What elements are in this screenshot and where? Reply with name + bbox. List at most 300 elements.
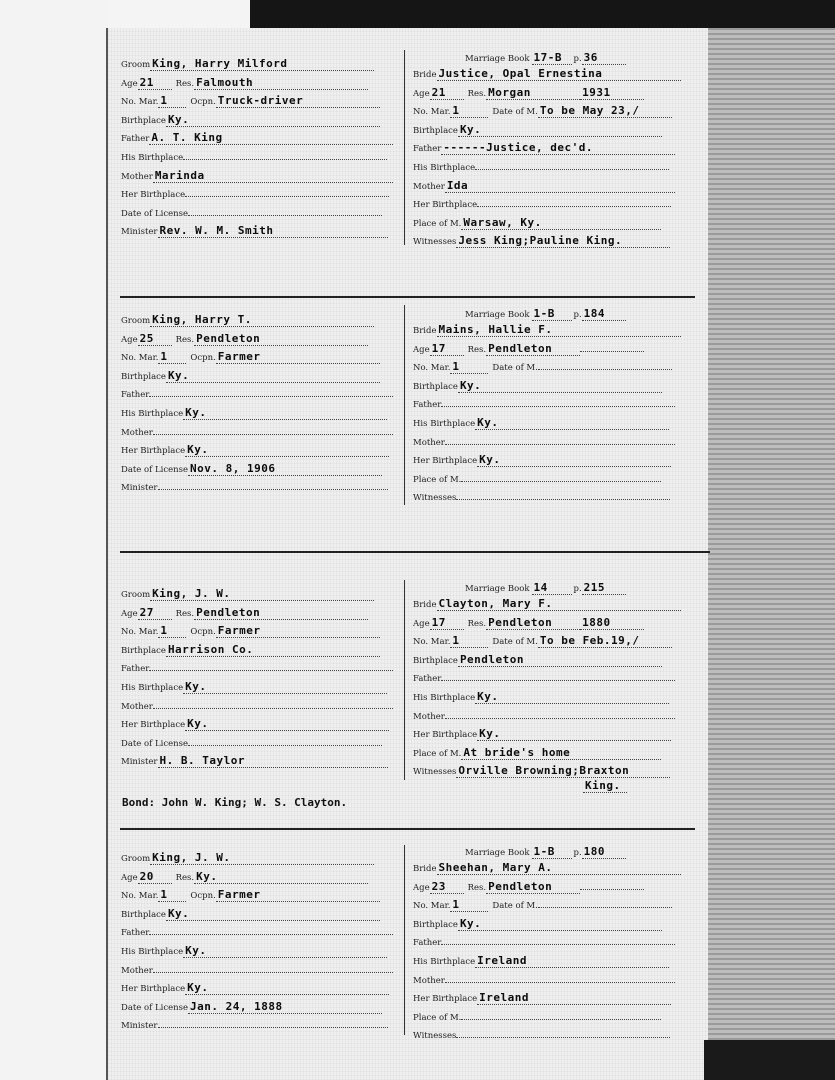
scan-bottom-bar — [704, 1040, 835, 1080]
groom-field-row — [121, 327, 368, 343]
groom-mother-value — [153, 972, 393, 973]
witnesses-label: Witnesses — [413, 493, 457, 504]
bride-her-birthplace-value: Ky. — [477, 453, 671, 467]
column-separator — [404, 50, 405, 245]
no-mar-label: No. Mar. — [413, 901, 451, 912]
ocpn-label: Ocpn. — [190, 891, 216, 902]
bride-father-value: ------Justice, dec'd. — [441, 141, 675, 155]
groom-field-row — [121, 308, 374, 324]
groom-birthplace-value: Harrison Co. — [166, 643, 380, 657]
bride-field-row — [413, 986, 671, 1005]
scan-right-edge — [708, 28, 835, 1080]
groom-field-row — [121, 219, 388, 238]
mother-label: Mother — [413, 711, 445, 722]
his-birthplace-label: His Birthplace — [413, 419, 476, 429]
groom-res-value: Falmouth — [194, 76, 368, 90]
record-divider — [120, 551, 710, 553]
bride-field-row — [413, 759, 670, 778]
age-label: Age — [413, 882, 430, 893]
his-birthplace-label: His Birthplace — [413, 163, 476, 173]
bride-mother-value — [445, 444, 675, 445]
bride-field-row — [413, 174, 675, 190]
bride-field-row — [413, 666, 675, 685]
bride-field-row — [413, 930, 675, 949]
marriage-book-row — [465, 302, 626, 318]
bride-field-row — [413, 392, 675, 411]
groom-field-row — [121, 108, 380, 124]
minister-label: Minister — [121, 483, 158, 494]
her-birthplace-label: Her Birthplace — [413, 200, 478, 211]
groom-field-row — [121, 694, 393, 710]
bride-field-row — [413, 1023, 670, 1042]
res-label: Res. — [467, 882, 487, 893]
no-mar-label: No. Mar. — [121, 353, 159, 364]
minister-label: Minister — [121, 227, 158, 238]
groom-age-value: 25 — [138, 332, 172, 346]
his-birthplace-label: His Birthplace — [121, 683, 184, 693]
marriage-book-row — [465, 576, 626, 592]
bride-witnesses-value: Orville Browning;Braxton — [456, 764, 670, 778]
age-label: Age — [413, 344, 430, 355]
bride-witnesses-value — [456, 499, 670, 500]
bride-no-mar-value: 1 — [450, 360, 488, 374]
bride-bride-value: Justice, Opal Ernestina — [437, 67, 681, 81]
father-label: Father — [413, 400, 442, 411]
bride-mother-value — [445, 718, 675, 719]
her-birthplace-label: Her Birthplace — [413, 456, 478, 467]
bride-field-row — [413, 629, 672, 648]
groom-field-row — [121, 958, 393, 974]
bride-date-of-m-value — [538, 369, 672, 370]
bride-field-row — [413, 685, 669, 701]
groom-field-row — [121, 846, 374, 862]
bride-date-of-m-value — [538, 907, 672, 908]
ocpn-label: Ocpn. — [190, 353, 216, 364]
groom-her-birthplace-value — [185, 196, 389, 197]
groom-no-mar-value: 1 — [158, 350, 186, 364]
bride-page-value: 36 — [582, 51, 626, 65]
groom-field-row — [121, 675, 387, 691]
groom-her-birthplace-value: Ky. — [185, 443, 389, 457]
bride-place-of-m-value — [461, 1019, 661, 1020]
groom-field-row — [121, 601, 368, 617]
groom-groom-value: King, Harry Milford — [150, 57, 374, 71]
birthplace-label: Birthplace — [413, 381, 458, 392]
groom-field-row — [121, 89, 380, 108]
groom-field-row — [121, 401, 387, 417]
ocpn-label: Ocpn. — [190, 97, 216, 108]
groom-field-row — [121, 619, 380, 638]
bride-birthplace-value: Pendleton — [458, 653, 662, 667]
groom-label: Groom — [121, 854, 151, 864]
place-of-m-label: Place of M. — [413, 218, 462, 229]
groom-age-value: 21 — [138, 76, 172, 90]
bride-field-row — [413, 704, 675, 720]
bride-no-mar-value: 1 — [450, 104, 488, 118]
res-label: Res. — [175, 872, 195, 883]
no-mar-label: No. Mar. — [413, 363, 451, 374]
bride-place-of-m-value: Warsaw, Ky. — [461, 216, 661, 230]
his-birthplace-label: His Birthplace — [121, 153, 184, 163]
bride-bride-value: Mains, Hallie F. — [437, 323, 681, 337]
mother-label: Mother — [413, 975, 445, 986]
bride-field-row — [413, 448, 671, 467]
birthplace-label: Birthplace — [121, 909, 166, 920]
mother-label: Mother — [121, 701, 153, 712]
marriage-book-label: Marriage Book — [465, 310, 530, 320]
groom-ocpn-value: Farmer — [216, 888, 380, 902]
witnesses-label: Witnesses — [413, 237, 457, 248]
bride-label: Bride — [413, 600, 437, 610]
groom-res-value: Pendleton — [194, 606, 368, 620]
groom-field-row — [121, 457, 382, 473]
her-birthplace-label: Her Birthplace — [121, 446, 186, 457]
mother-label: Mother — [121, 965, 153, 976]
his-birthplace-label: His Birthplace — [413, 693, 476, 703]
date-of-m-label: Date of M. — [492, 637, 538, 648]
date-of-license-label: Date of License — [121, 1002, 189, 1013]
father-label: Father — [121, 390, 150, 401]
groom-field-row — [121, 712, 389, 731]
groom-minister-value: H. B. Taylor — [158, 754, 388, 768]
column-separator — [404, 305, 405, 505]
age-label: Age — [121, 872, 138, 883]
groom-her-birthplace-value: Ky. — [185, 981, 389, 995]
res-label: Res. — [175, 78, 195, 89]
groom-field-row — [121, 920, 393, 939]
bride-marriage-book-value: 1-B — [532, 845, 572, 859]
bond-note: Bond: John W. King; W. S. Clayton. — [122, 796, 348, 809]
column-separator — [404, 580, 405, 780]
res-label: Res. — [467, 88, 487, 99]
groom-father-value — [149, 396, 393, 397]
bride-marriage-book-value: 17-B — [532, 51, 572, 65]
groom-mother-value — [153, 708, 393, 709]
groom-field-row — [121, 995, 382, 1011]
bride-field-row — [413, 411, 669, 427]
bride-father-value — [441, 680, 675, 681]
bride-res-value: Morgan — [486, 86, 580, 100]
bride-field-row — [413, 430, 675, 446]
groom-field-row — [121, 201, 382, 217]
minister-label: Minister — [121, 757, 158, 768]
place-of-m-label: Place of M. — [413, 474, 462, 485]
bride-father-value — [441, 406, 675, 407]
groom-no-mar-value: 1 — [158, 94, 186, 108]
groom-field-row — [121, 438, 389, 457]
groom-ocpn-value: Farmer — [216, 350, 380, 364]
groom-his-birthplace-value — [183, 159, 387, 160]
bride-field-row — [413, 355, 672, 374]
groom-field-row — [121, 582, 374, 598]
groom-field-row — [121, 475, 388, 494]
bride-birthplace-value: Ky. — [458, 917, 662, 931]
marriage-book-row — [465, 840, 626, 856]
birthplace-label: Birthplace — [413, 655, 458, 666]
bride-mother-value: Ida — [445, 179, 675, 193]
bride-bride-value: Clayton, Mary F. — [437, 597, 681, 611]
groom-field-row — [121, 382, 393, 401]
res-label: Res. — [467, 618, 487, 629]
witnesses-continued-row — [583, 774, 627, 790]
groom-field-row — [121, 364, 380, 380]
bride-field-row — [413, 856, 681, 872]
bride-his-birthplace-value: Ky. — [475, 416, 669, 430]
res-label: Res. — [467, 344, 487, 355]
bride-his-birthplace-value — [475, 169, 669, 170]
groom-age-value: 20 — [138, 870, 172, 884]
bride-no-mar-value: 1 — [450, 898, 488, 912]
birthplace-label: Birthplace — [413, 125, 458, 136]
witnesses-label: Witnesses — [413, 767, 457, 778]
groom-his-birthplace-value: Ky. — [183, 406, 387, 420]
groom-her-birthplace-value: Ky. — [185, 717, 389, 731]
place-of-m-label: Place of M. — [413, 1012, 462, 1023]
groom-birthplace-value: Ky. — [166, 113, 380, 127]
bride-no-mar-value: 1 — [450, 634, 488, 648]
res-label: Res. — [175, 608, 195, 619]
groom-groom-value: King, Harry T. — [150, 313, 374, 327]
bride-label: Bride — [413, 326, 437, 336]
no-mar-label: No. Mar. — [413, 107, 451, 118]
bride-field-row — [413, 949, 669, 965]
date-of-license-label: Date of License — [121, 208, 189, 219]
birthplace-label: Birthplace — [121, 645, 166, 656]
bride-field-row — [413, 648, 662, 664]
bride-res-extra-value: 1880 — [580, 616, 644, 630]
groom-field-row — [121, 71, 368, 87]
groom-field-row — [121, 345, 380, 364]
no-mar-label: No. Mar. — [121, 891, 159, 902]
bride-mother-value — [445, 982, 675, 983]
age-label: Age — [121, 78, 138, 89]
age-label: Age — [121, 608, 138, 619]
bride-field-row — [413, 318, 681, 334]
father-label: Father — [413, 938, 442, 949]
bride-date-of-m-value: To be May 23,/ — [538, 104, 672, 118]
bride-bride-value: Sheehan, Mary A. — [437, 861, 681, 875]
birthplace-label: Birthplace — [121, 371, 166, 382]
her-birthplace-label: Her Birthplace — [413, 994, 478, 1005]
bride-her-birthplace-value: Ky. — [477, 727, 671, 741]
bride-birthplace-value: Ky. — [458, 123, 662, 137]
bride-date-of-m-value: To be Feb.19,/ — [538, 634, 672, 648]
bride-res-extra-value — [580, 351, 644, 352]
mother-label: Mother — [121, 427, 153, 438]
age-label: Age — [413, 88, 430, 99]
bride-field-row — [413, 912, 662, 928]
bride-field-row — [413, 62, 681, 78]
bride-witnesses-cont-value: King. — [583, 779, 627, 793]
groom-res-value: Ky. — [194, 870, 368, 884]
bride-field-row — [413, 1005, 661, 1021]
his-birthplace-label: His Birthplace — [413, 957, 476, 967]
minister-label: Minister — [121, 1021, 158, 1032]
bride-her-birthplace-value — [477, 206, 671, 207]
bride-field-row — [413, 229, 670, 248]
her-birthplace-label: Her Birthplace — [121, 720, 186, 731]
p-label: p. — [573, 54, 582, 64]
father-label: Father — [413, 674, 442, 685]
bride-res-value: Pendleton — [486, 342, 580, 356]
res-label: Res. — [175, 334, 195, 345]
groom-field-row — [121, 52, 374, 68]
groom-his-birthplace-value: Ky. — [183, 944, 387, 958]
groom-father-value: A. T. King — [149, 131, 393, 145]
bride-marriage-book-value: 1-B — [532, 307, 572, 321]
bride-age-value: 21 — [430, 86, 464, 100]
bride-label: Bride — [413, 864, 437, 874]
bride-field-row — [413, 99, 672, 118]
bride-field-row — [413, 81, 644, 97]
bride-field-row — [413, 192, 671, 211]
no-mar-label: No. Mar. — [121, 97, 159, 108]
his-birthplace-label: His Birthplace — [121, 947, 184, 957]
groom-father-value — [149, 670, 393, 671]
bride-res-extra-value: 1931 — [580, 86, 644, 100]
bride-place-of-m-value: At bride's home — [461, 746, 661, 760]
bride-page-value: 180 — [582, 845, 626, 859]
her-birthplace-label: Her Birthplace — [121, 984, 186, 995]
bride-label: Bride — [413, 70, 437, 80]
place-of-m-label: Place of M. — [413, 748, 462, 759]
p-label: p. — [573, 848, 582, 858]
bride-page-value: 215 — [582, 581, 626, 595]
bride-birthplace-value: Ky. — [458, 379, 662, 393]
groom-res-value: Pendleton — [194, 332, 368, 346]
date-of-license-label: Date of License — [121, 464, 189, 475]
groom-label: Groom — [121, 590, 151, 600]
bride-father-value — [441, 944, 675, 945]
groom-age-value: 27 — [138, 606, 172, 620]
groom-field-row — [121, 126, 393, 145]
bride-age-value: 23 — [430, 880, 464, 894]
groom-field-row — [121, 638, 380, 654]
groom-mother-value: Marinda — [153, 169, 393, 183]
bride-field-row — [413, 374, 662, 390]
her-birthplace-label: Her Birthplace — [121, 190, 186, 201]
father-label: Father — [413, 144, 442, 155]
groom-father-value — [149, 934, 393, 935]
groom-field-row — [121, 656, 393, 675]
bride-page-value: 184 — [582, 307, 626, 321]
father-label: Father — [121, 928, 150, 939]
bride-field-row — [413, 155, 669, 171]
groom-ocpn-value: Farmer — [216, 624, 380, 638]
groom-no-mar-value: 1 — [158, 624, 186, 638]
bride-res-extra-value — [580, 889, 644, 890]
bride-field-row — [413, 592, 681, 608]
column-separator — [404, 845, 405, 1035]
groom-date-of-license-value: Nov. 8, 1906 — [188, 462, 382, 476]
groom-minister-value — [158, 1027, 388, 1028]
groom-field-row — [121, 420, 393, 436]
groom-label: Groom — [121, 316, 151, 326]
bride-marriage-book-value: 14 — [532, 581, 572, 595]
bride-field-row — [413, 337, 644, 353]
groom-no-mar-value: 1 — [158, 888, 186, 902]
father-label: Father — [121, 134, 150, 145]
bride-witnesses-value: Jess King;Pauline King. — [456, 234, 670, 248]
groom-field-row — [121, 902, 380, 918]
date-of-m-label: Date of M. — [492, 901, 538, 912]
bride-field-row — [413, 485, 670, 504]
groom-birthplace-value: Ky. — [166, 907, 380, 921]
birthplace-label: Birthplace — [121, 115, 166, 126]
groom-birthplace-value: Ky. — [166, 369, 380, 383]
groom-minister-value — [158, 489, 388, 490]
scan-left-margin — [0, 0, 108, 1080]
bride-field-row — [413, 136, 675, 155]
bride-his-birthplace-value: Ky. — [475, 690, 669, 704]
mother-label: Mother — [121, 171, 153, 182]
groom-groom-value: King, J. W. — [150, 587, 374, 601]
bride-field-row — [413, 118, 662, 134]
groom-field-row — [121, 1013, 388, 1032]
date-of-m-label: Date of M. — [492, 363, 538, 374]
bride-res-value: Pendleton — [486, 616, 580, 630]
bride-res-value: Pendleton — [486, 880, 580, 894]
groom-field-row — [121, 164, 393, 180]
groom-field-row — [121, 939, 387, 955]
bride-field-row — [413, 893, 672, 912]
page-edge-line — [106, 28, 108, 1080]
bride-witnesses-value — [456, 1037, 670, 1038]
father-label: Father — [121, 664, 150, 675]
bride-field-row — [413, 211, 661, 227]
no-mar-label: No. Mar. — [413, 637, 451, 648]
bride-his-birthplace-value: Ireland — [475, 954, 669, 968]
bride-field-row — [413, 875, 644, 891]
groom-date-of-license-value: Jan. 24, 1888 — [188, 1000, 382, 1014]
age-label: Age — [413, 618, 430, 629]
bride-field-row — [413, 741, 661, 757]
mother-label: Mother — [413, 437, 445, 448]
age-label: Age — [121, 334, 138, 345]
p-label: p. — [573, 310, 582, 320]
record-divider — [120, 828, 695, 830]
no-mar-label: No. Mar. — [121, 627, 159, 638]
birthplace-label: Birthplace — [413, 919, 458, 930]
groom-his-birthplace-value: Ky. — [183, 680, 387, 694]
witnesses-label: Witnesses — [413, 1031, 457, 1042]
ocpn-label: Ocpn. — [190, 627, 216, 638]
date-of-license-label: Date of License — [121, 738, 189, 749]
groom-groom-value: King, J. W. — [150, 851, 374, 865]
bride-field-row — [413, 968, 675, 984]
groom-label: Groom — [121, 60, 151, 70]
groom-field-row — [121, 749, 388, 768]
bride-field-row — [413, 467, 661, 483]
bride-age-value: 17 — [430, 616, 464, 630]
groom-field-row — [121, 731, 382, 747]
date-of-m-label: Date of M. — [492, 107, 538, 118]
groom-date-of-license-value — [188, 745, 382, 746]
groom-minister-value: Rev. W. M. Smith — [158, 224, 388, 238]
bride-field-row — [413, 722, 671, 741]
marriage-book-label: Marriage Book — [465, 54, 530, 64]
marriage-book-label: Marriage Book — [465, 584, 530, 594]
groom-mother-value — [153, 434, 393, 435]
groom-ocpn-value: Truck-driver — [216, 94, 380, 108]
groom-field-row — [121, 976, 389, 995]
bride-age-value: 17 — [430, 342, 464, 356]
p-label: p. — [573, 584, 582, 594]
groom-field-row — [121, 145, 387, 161]
groom-field-row — [121, 865, 368, 881]
bride-place-of-m-value — [461, 481, 661, 482]
groom-field-row — [121, 883, 380, 902]
